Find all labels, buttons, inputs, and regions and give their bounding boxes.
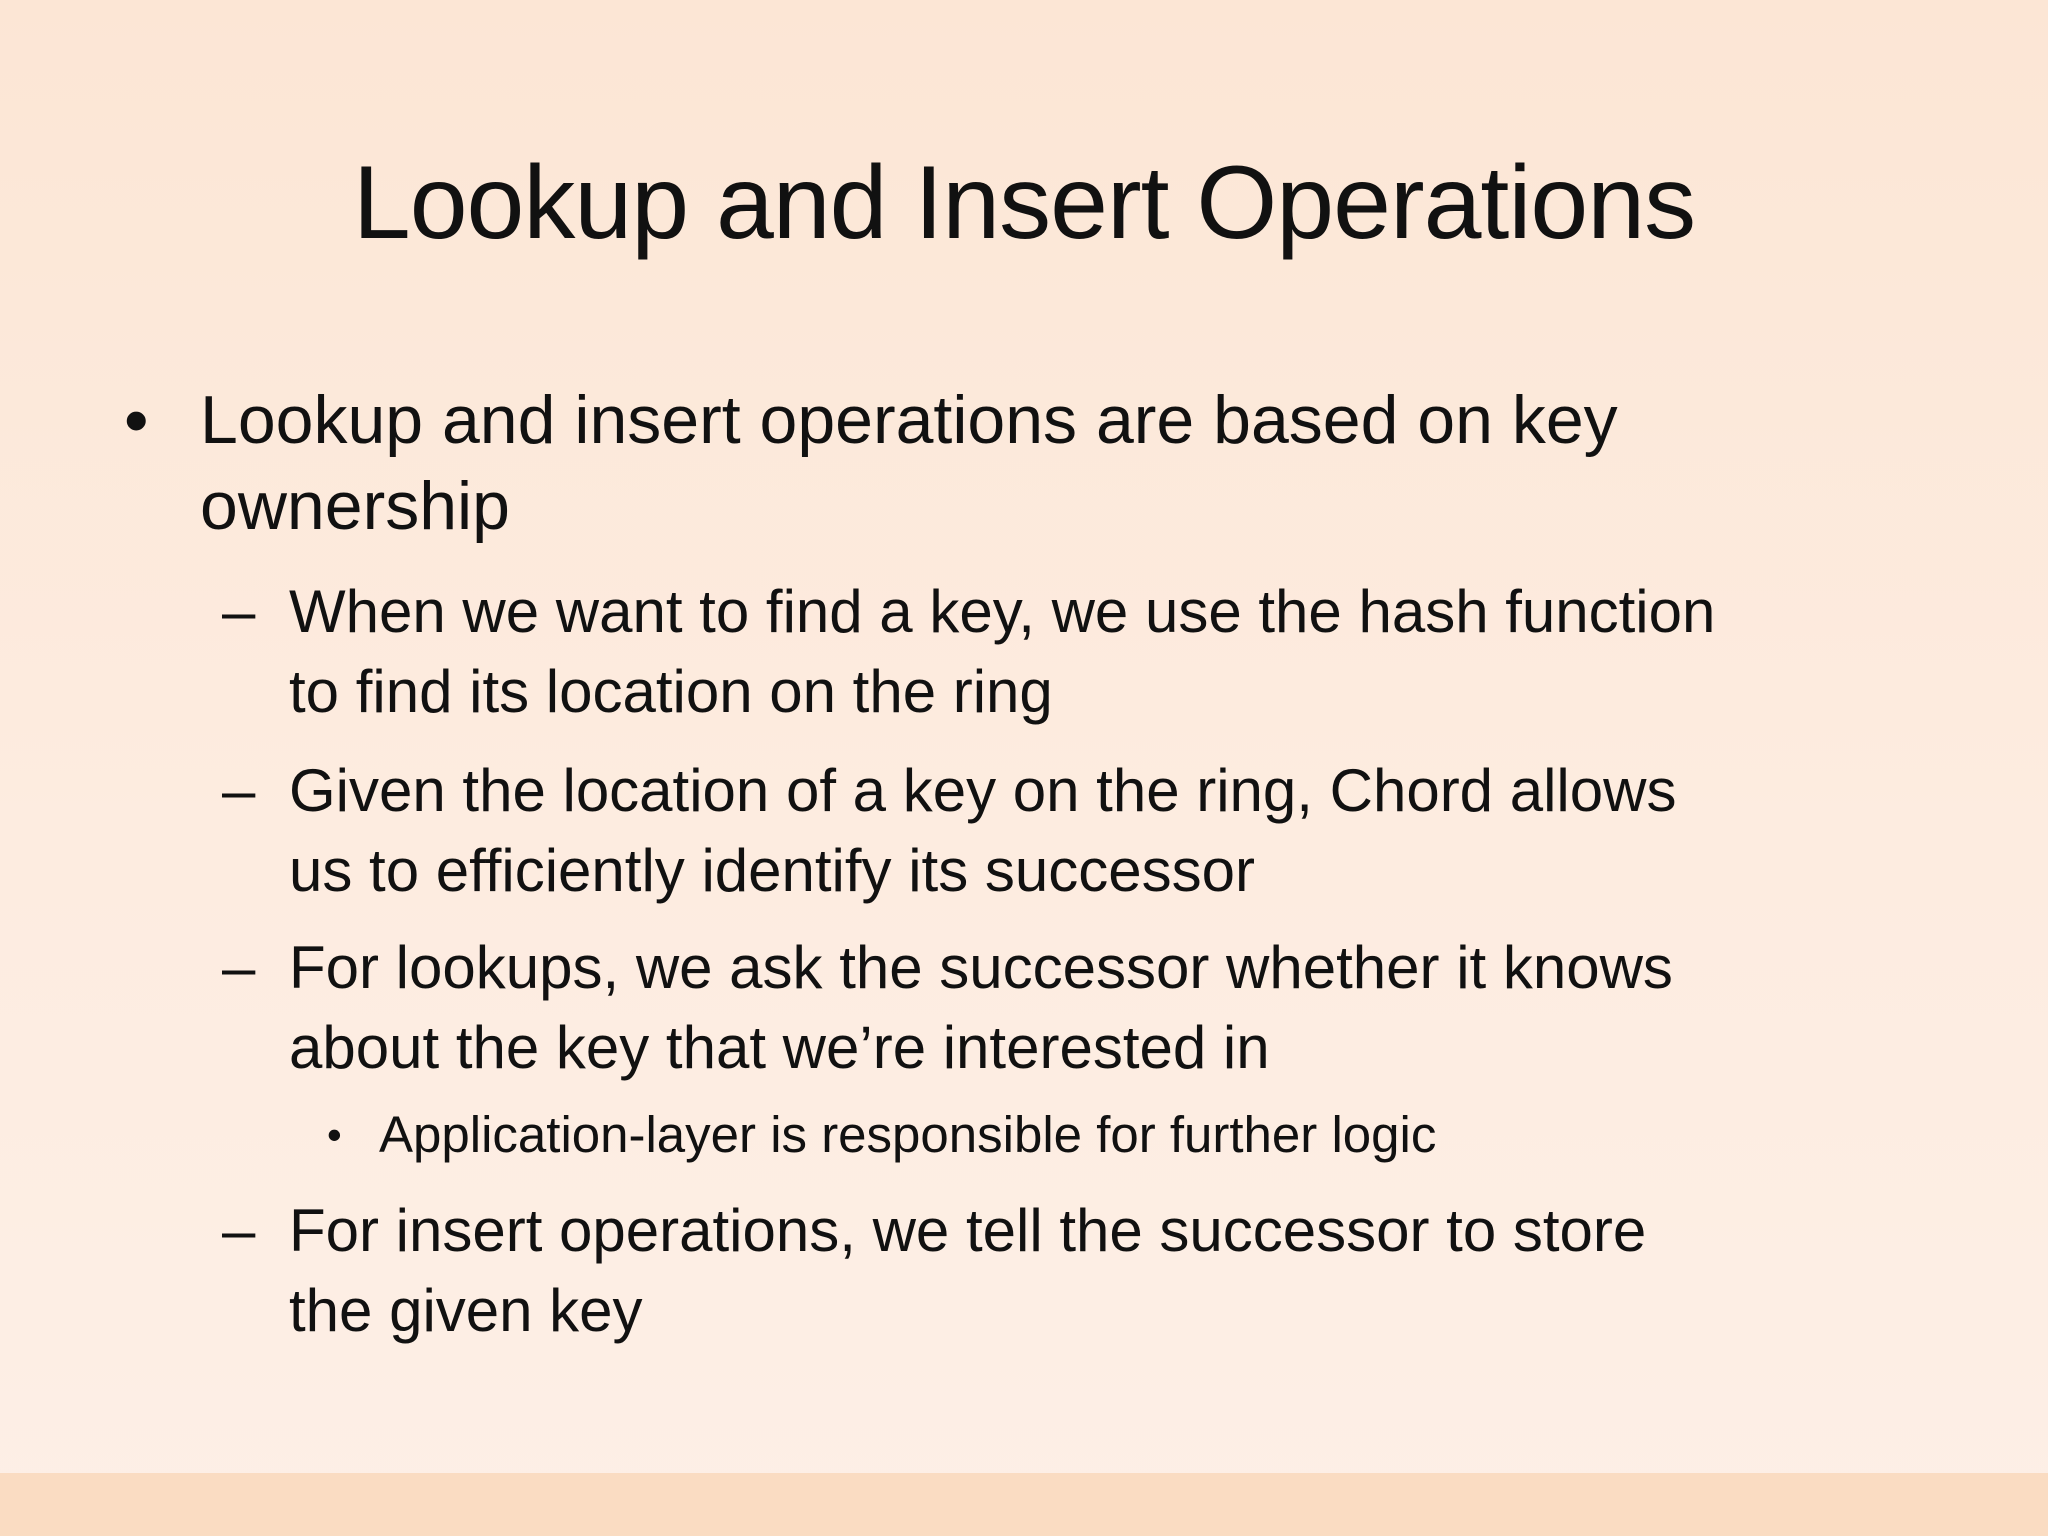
sub-sub-bullet-text: Application-layer is responsible for further logic <box>379 1106 1437 1163</box>
dash-marker: – <box>222 934 256 1001</box>
slide-title: Lookup and Insert Operations <box>352 145 1696 261</box>
dash-marker: – <box>222 757 256 824</box>
bullet-text <box>200 377 1618 549</box>
dash-marker: – <box>222 578 256 645</box>
sub-bullet-text <box>289 928 1673 1088</box>
dash-marker: – <box>222 1197 256 1264</box>
sub-bullet-line: When we want to find a key, we use the hash function <box>289 578 1716 645</box>
sub-bullet-text <box>289 572 1715 732</box>
sub-bullet-text <box>289 1191 1646 1351</box>
sub-bullet-line: us to efficiently identify its successor <box>289 837 1255 904</box>
sub-bullet-line: Given the location of a key on the ring, Chord allows <box>289 757 1677 824</box>
footer-bar <box>0 1473 2048 1536</box>
sub-bullet-line: the given key <box>289 1277 643 1344</box>
sub-bullet-line: to find its location on the ring <box>289 658 1053 725</box>
bullet-line: ownership <box>200 468 510 544</box>
sub-bullet-line: For lookups, we ask the successor whether it knows <box>289 934 1673 1001</box>
bullet-marker: • <box>124 381 149 459</box>
sub-bullet-line: about the key that we’re interested in <box>289 1014 1270 1081</box>
bullet-marker-small: • <box>327 1111 342 1158</box>
sub-bullet-text <box>289 751 1676 911</box>
bullet-line: Lookup and insert operations are based on key <box>200 382 1618 458</box>
sub-bullet-line: For insert operations, we tell the successor to store <box>289 1197 1647 1264</box>
